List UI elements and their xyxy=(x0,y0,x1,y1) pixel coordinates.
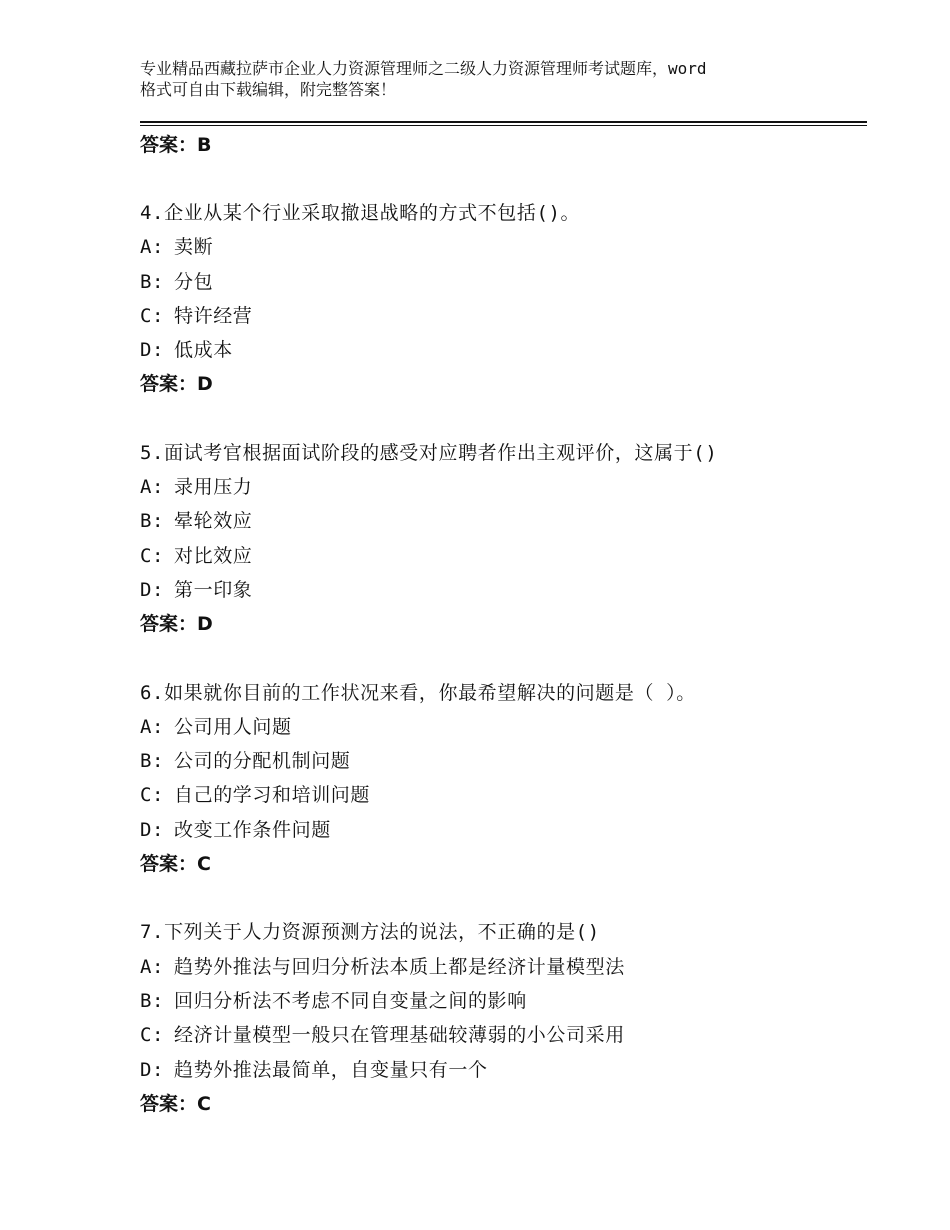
option-a xyxy=(140,470,867,504)
option-text: 改变工作条件问题 xyxy=(174,818,331,841)
option-text: 特许经营 xyxy=(174,304,253,327)
option-letter: D: xyxy=(140,339,165,362)
header-line-1: 专业精品西藏拉萨市企业人力资源管理师之二级人力资源管理师考试题库，word xyxy=(140,59,707,78)
question-answer: 答案：C xyxy=(140,853,211,876)
option-c xyxy=(140,1018,867,1052)
option-letter: A: xyxy=(140,715,165,738)
question-text: 7.下列关于人力资源预测方法的说法，不正确的是() xyxy=(140,921,600,944)
option-text: 第一印象 xyxy=(174,578,253,601)
option-a xyxy=(140,710,867,744)
document-header xyxy=(140,58,840,100)
question-answer: 答案：C xyxy=(140,1092,211,1115)
question-answer: 答案：D xyxy=(140,373,213,396)
option-d xyxy=(140,1053,867,1087)
option-d xyxy=(140,333,867,367)
option-c xyxy=(140,539,867,573)
option-c xyxy=(140,778,867,812)
option-letter: D: xyxy=(140,818,165,841)
question-text: 4.企业从某个行业采取撤退战略的方式不包括()。 xyxy=(140,202,581,224)
option-letter: C: xyxy=(140,1024,165,1047)
option-letter: B: xyxy=(140,989,165,1012)
option-c xyxy=(140,299,867,333)
question-6 xyxy=(140,676,867,882)
option-text: 趋势外推法最简单，自变量只有一个 xyxy=(174,1058,488,1081)
option-letter: B: xyxy=(140,510,165,533)
option-text: 自己的学习和培训问题 xyxy=(174,784,371,807)
option-text: 经济计量模型一般只在管理基础较薄弱的小公司采用 xyxy=(174,1024,625,1047)
option-text: 回归分析法不考虑不同自变量之间的影响 xyxy=(174,989,527,1012)
option-b xyxy=(140,265,867,299)
option-letter: C: xyxy=(140,544,165,567)
option-text: 低成本 xyxy=(174,339,233,362)
option-text: 录用压力 xyxy=(174,476,253,499)
option-d xyxy=(140,573,867,607)
option-text: 卖断 xyxy=(174,236,214,259)
option-text: 趋势外推法与回归分析法本质上都是经济计量模型法 xyxy=(174,955,625,978)
option-letter: C: xyxy=(140,784,165,807)
option-letter: A: xyxy=(140,236,165,259)
option-letter: A: xyxy=(140,476,165,499)
header-line-2: 格式可自由下载编辑，附完整答案！ xyxy=(140,80,397,99)
option-b xyxy=(140,504,867,538)
option-letter: D: xyxy=(140,1058,165,1081)
header-divider-thick xyxy=(140,121,867,123)
question-answer: 答案：D xyxy=(140,613,213,636)
option-text: 公司的分配机制问题 xyxy=(174,750,351,773)
option-a xyxy=(140,230,867,264)
header-divider-thin xyxy=(140,125,867,126)
question-text: 5.面试考官根据面试阶段的感受对应聘者作出主观评价，这属于() xyxy=(140,441,718,464)
option-text: 公司用人问题 xyxy=(174,715,292,738)
option-text: 对比效应 xyxy=(174,544,253,567)
option-text: 分包 xyxy=(174,270,214,293)
option-d xyxy=(140,813,867,847)
question-text: 6.如果就你目前的工作状况来看，你最希望解决的问题是（ ）。 xyxy=(140,681,696,704)
question-5 xyxy=(140,436,867,642)
option-letter: D: xyxy=(140,578,165,601)
option-text: 晕轮效应 xyxy=(174,510,253,533)
question-list xyxy=(140,128,867,1121)
option-letter: A: xyxy=(140,955,165,978)
option-letter: C: xyxy=(140,304,165,327)
previous-answer: 答案：B xyxy=(140,134,212,156)
option-letter: B: xyxy=(140,270,165,293)
option-b xyxy=(140,984,867,1018)
question-7 xyxy=(140,915,867,1121)
option-letter: B: xyxy=(140,750,165,773)
option-a xyxy=(140,950,867,984)
option-b xyxy=(140,744,867,778)
question-4 xyxy=(140,196,867,402)
